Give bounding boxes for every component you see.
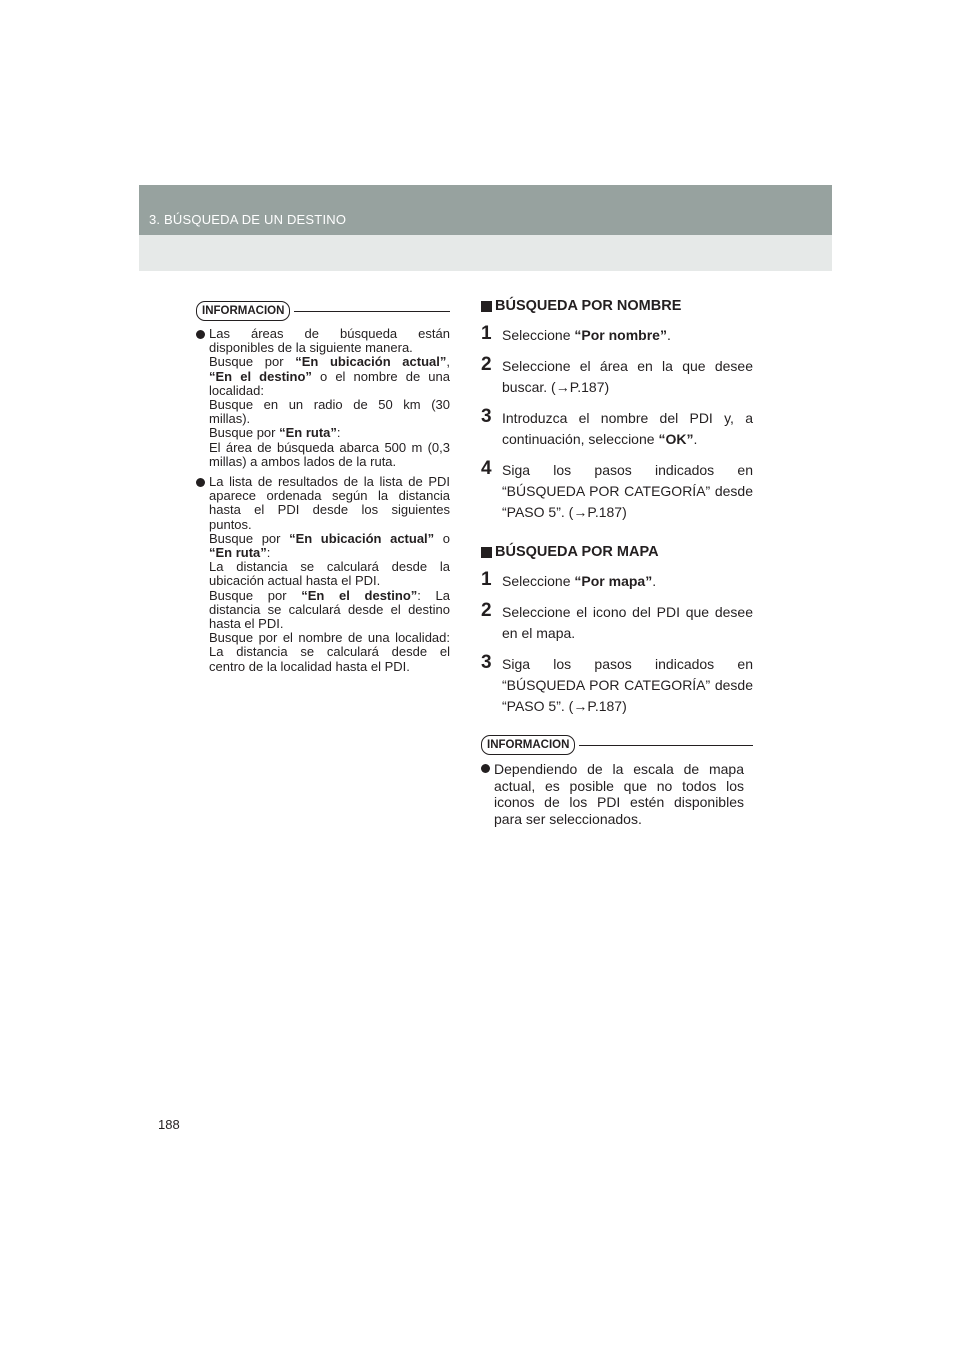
step-item: [481, 408, 753, 450]
keyword: “En el destino”: [209, 368, 312, 384]
text-line: [209, 370, 450, 384]
step-number: 1: [481, 569, 492, 590]
info-box-right: [481, 735, 753, 827]
text-run: Busque por: [209, 587, 302, 603]
info-bullet: [481, 761, 744, 827]
step-text: Introduzca el nombre del PDI y, a continuación, seleccione: [502, 410, 753, 447]
step-item: [481, 654, 753, 717]
step-text-after: .: [693, 431, 698, 447]
page-reference-link[interactable]: P.187): [587, 698, 627, 714]
step-number: 4: [481, 458, 492, 479]
text-line: [209, 546, 450, 560]
text-line: La distancia se calculará desde el: [209, 644, 450, 660]
text-line: puntos.: [209, 516, 252, 532]
text-line: hasta el PDI.: [209, 616, 284, 632]
section-heading-nombre: [481, 297, 753, 315]
step-number: 1: [481, 323, 492, 344]
right-column: [481, 297, 753, 827]
square-bullet-icon: [481, 301, 492, 312]
info-bullet: [196, 327, 450, 469]
text-run: o: [434, 530, 451, 546]
page-reference-link[interactable]: P.187): [569, 379, 610, 395]
header-band: [139, 185, 832, 235]
step-number: 3: [481, 652, 492, 673]
step-keyword: “Por mapa”: [574, 573, 653, 589]
section-heading-label: BÚSQUEDA POR NOMBRE: [495, 298, 682, 314]
step-text-after: .: [666, 327, 671, 343]
bullet-dot-icon: [196, 330, 205, 339]
step-keyword: “OK”: [658, 431, 694, 447]
text-line: Busque por el nombre de una localidad:: [209, 630, 450, 646]
text-line: [209, 532, 450, 546]
arrow-icon: →: [573, 504, 588, 520]
text-run: :: [336, 425, 341, 441]
section-heading-label: BÚSQUEDA POR MAPA: [495, 544, 659, 560]
text-line: La lista de resultados de la lista de PDI: [209, 474, 450, 490]
text-run: : La: [417, 587, 451, 603]
text-line: aparece ordenada según la distancia: [209, 488, 450, 504]
keyword: “En ubicación actual”: [289, 530, 435, 546]
section-title: 3. BÚSQUEDA DE UN DESTINO: [149, 212, 347, 227]
text-run: Busque por: [209, 425, 280, 441]
bullet-dot-icon: [196, 478, 205, 487]
text-run: Busque por: [209, 530, 290, 546]
text-run: :: [266, 545, 271, 561]
text-line: distancia se calculará desde el destino: [209, 601, 450, 617]
text-line: [209, 355, 450, 369]
section-heading-mapa: [481, 543, 753, 561]
text-line: [209, 589, 450, 603]
spacer: [481, 533, 753, 543]
info-rule: [294, 311, 450, 312]
keyword: “En el destino”: [301, 587, 418, 603]
step-item: [481, 602, 753, 644]
page-reference-link[interactable]: P.187): [587, 504, 627, 520]
text-line: disponibles de la siguiente manera.: [209, 340, 413, 356]
step-number: 2: [481, 354, 492, 375]
text-line: millas) a ambos lados de la ruta.: [209, 453, 397, 469]
info-bullet: [196, 475, 450, 674]
step-item: [481, 571, 753, 592]
step-keyword: “Por nombre”: [574, 327, 667, 343]
step-text: Siga los pasos indicados en “BÚSQUEDA POR CATEGORÍA” desde “PASO 5”. (: [502, 656, 753, 714]
text-line: hasta el PDI desde los siguientes: [209, 502, 450, 518]
spacer: [481, 727, 753, 735]
text-run: ,: [446, 354, 450, 370]
info-rule: [579, 745, 753, 746]
step-item: [481, 325, 753, 346]
page-number: 188: [158, 1117, 180, 1132]
keyword: “En ruta”: [279, 425, 337, 441]
step-text: Seleccione el área en la que desee buscar. (: [502, 358, 753, 395]
header-bar: [139, 185, 832, 271]
step-item: [481, 460, 753, 523]
step-number: 2: [481, 600, 492, 621]
arrow-icon: →: [555, 379, 570, 395]
left-column: [196, 301, 450, 674]
arrow-icon: →: [573, 698, 588, 714]
square-bullet-icon: [481, 547, 492, 558]
info-bullet-text: Dependiendo de la escala de mapa actual, es posible que no todos los iconos de los PDI estén disponibles para ser seleccionados.: [494, 761, 744, 827]
info-box-left: [196, 301, 450, 674]
text-run: o el nombre de una: [311, 368, 450, 384]
text-line: localidad:: [209, 382, 264, 398]
bullet-dot-icon: [481, 764, 490, 773]
text-run: Busque por: [209, 354, 296, 370]
text-line: [209, 426, 450, 440]
text-line: ubicación actual hasta el PDI.: [209, 573, 381, 589]
step-number: 3: [481, 406, 492, 427]
text-line: La distancia se calculará desde la: [209, 559, 450, 575]
text-line: Las áreas de búsqueda están: [209, 326, 450, 341]
text-line: El área de búsqueda abarca 500 m (0,3: [209, 439, 450, 455]
step-text-after: .: [652, 573, 657, 589]
info-tag: INFORMACION: [481, 735, 575, 755]
step-text: Seleccione el icono del PDI que desee en el mapa.: [502, 604, 753, 641]
keyword: “En ruta”: [209, 545, 267, 561]
step-text: Seleccione: [502, 327, 575, 343]
text-line: Busque en un radio de 50 km (30: [209, 397, 450, 413]
text-line: centro de la localidad hasta el PDI.: [209, 658, 410, 674]
step-text: Siga los pasos indicados en “BÚSQUEDA POR CATEGORÍA” desde “PASO 5”. (: [502, 462, 753, 520]
text-line: millas).: [209, 411, 251, 427]
keyword: “En ubicación actual”: [295, 354, 447, 370]
step-item: [481, 356, 753, 398]
info-tag: INFORMACION: [196, 301, 290, 321]
step-text: Seleccione: [502, 573, 575, 589]
